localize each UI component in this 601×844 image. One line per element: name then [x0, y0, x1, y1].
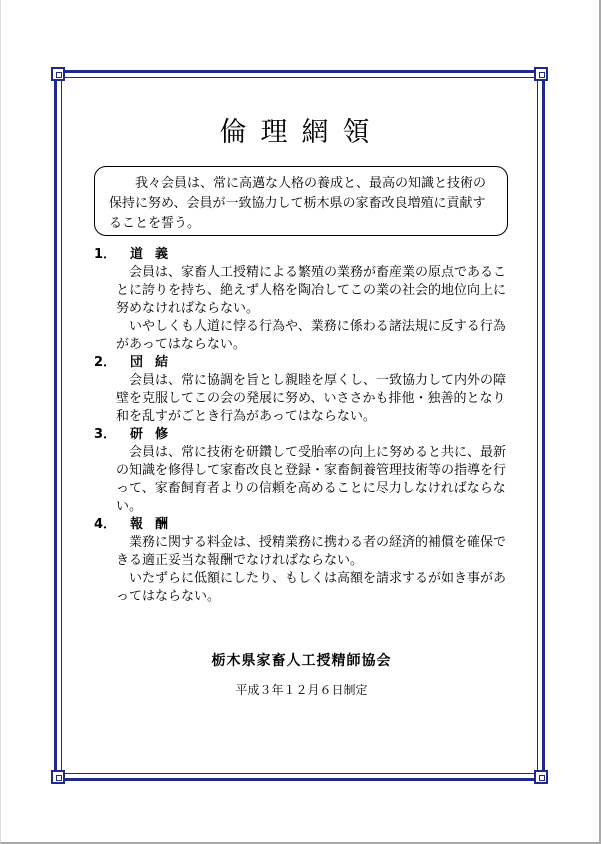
oath-text: 我々会員は、常に高邁な人格の養成と、最高の知識と技術の保持に努め、会員が一致協力して栃木県の家畜改良増殖に貢献することを誓う。: [109, 176, 487, 231]
section-paragraph: 会員は、常に技術を研鑽して受胎率の向上に努めると共に、最新の知識を修得して家畜改良と登録・家畜飼養管理技術等の指導を行って、家畜飼育者よりの信頼を高めることに尽力しなければならない。: [116, 445, 507, 514]
enacted-date: 平成３年１２月６日制定: [235, 683, 368, 697]
section-title: 団結: [130, 355, 181, 370]
section-dogi: [94, 246, 508, 354]
section-kenshu: [94, 426, 508, 516]
section-title: 研修: [130, 427, 181, 442]
section-number: 4．: [94, 517, 117, 532]
section-heading: [94, 426, 508, 444]
frame-corner-ornament: [51, 770, 65, 784]
frame-corner-ornament: [534, 770, 548, 784]
frame-corner-ornament: [534, 67, 548, 81]
section-paragraph: いやしくも人道に悖る行為や、業務に係わる諸法規に反する行為があってはならない。: [116, 319, 506, 352]
section-paragraph: いたずらに低額にしたり、もしくは高額を請求するが如き事があってはならない。: [116, 571, 507, 604]
section-paragraph: 会員は、家畜人工授精による繁殖の業務が畜産業の原点であることに誇りを持ち、絶えず人格を陶冶してこの業の社会的地位向上に努めなければならない。: [116, 265, 507, 316]
frame-corner-ornament: [51, 67, 65, 81]
section-number: 3．: [94, 427, 117, 442]
section-number: 1．: [94, 247, 117, 262]
oath-box: [94, 166, 508, 236]
section-number: 2．: [94, 355, 117, 370]
sections: [94, 246, 508, 606]
section-heading: [94, 354, 508, 372]
organization-name: 栃木県家畜人工授精師協会: [211, 653, 392, 669]
section-hoshu: [94, 516, 508, 606]
section-title: 報酬: [130, 517, 181, 532]
section-danketsu: [94, 354, 508, 426]
section-paragraph: 業務に関する料金は、授精業務に携わる者の経済的補償を確保できる適正妥当な報酬でなければならない。: [116, 535, 507, 568]
section-heading: [94, 516, 508, 534]
section-heading: [94, 246, 508, 264]
section-title: 道義: [130, 247, 181, 262]
section-paragraph: 会員は、常に協調を旨とし親睦を厚くし、一致協力して内外の障壁を克服してこの会の発展に努め、いささかも排他・独善的となり和を乱すがごとき行為があってはならない。: [116, 373, 507, 424]
document-title: 倫理網領: [219, 117, 384, 148]
